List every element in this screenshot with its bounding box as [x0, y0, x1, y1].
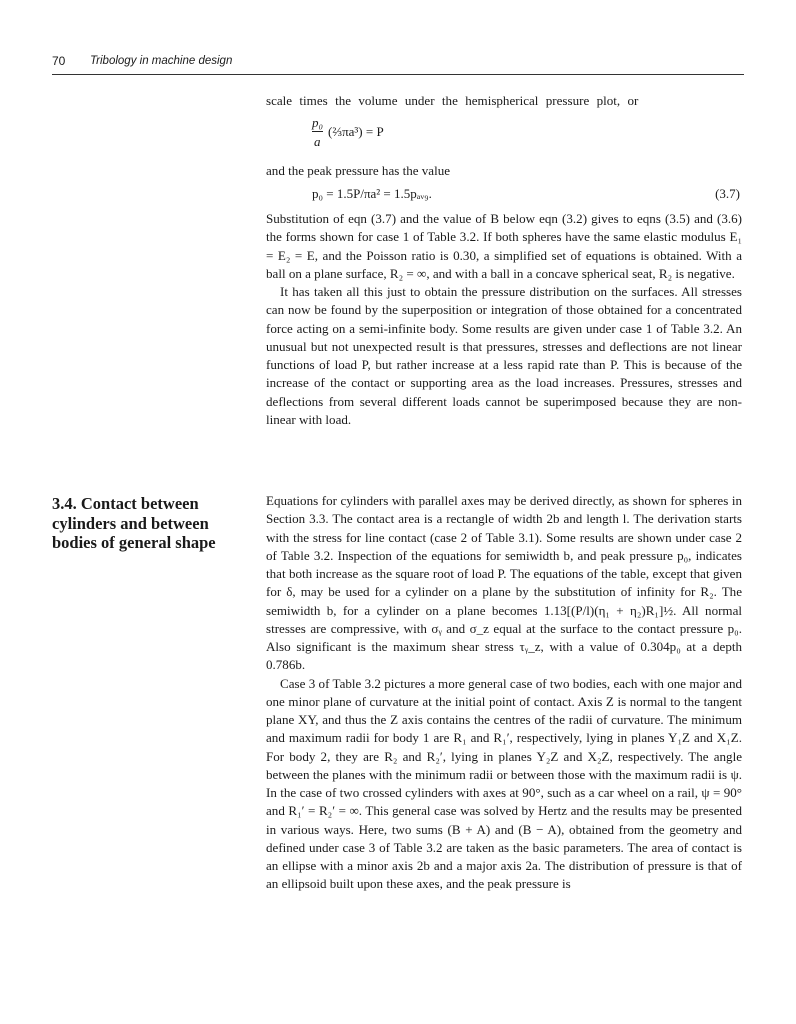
eq2-expression: p₀ = 1.5P/πa² = 1.5pₐᵥ₉.: [312, 186, 432, 201]
running-head: [52, 54, 744, 72]
paragraph-stresses: It has taken all this just to obtain the pressure distribution on the surfaces. All stresses can now be found by the superposition or integration of those obtained for a concentrated force acting on a semi-infinite body. Some results are given under case 1 of Table 3.2. An unusual but not unexpected result is that pressures, stresses and deflections are not linear functions of load P, but rather increase at a less rapid rate than P. This is because of the increase of the contact or supporting area as the load increases. Pressures, stresses and deflections from several different loads cannot be superimposed because they are non-linear with load.: [266, 284, 742, 427]
page-number: 70: [52, 54, 66, 68]
paragraph-cylinders: Equations for cylinders with parallel axes may be derived directly, as shown for spheres in Section 3.3. The contact area is a rectangle of width 2b and length l. The derivation starts with the stress for line contact (case 2 of Table 3.1). Some results are shown under case 2 of Table 3.2. Inspection of the equations for semiwidth b, and peak pressure p₀, indicates that both increase as the square root of load P. The equations of the table, except that given for δ, may be used for a cylinder on a plane by the substitution of infinity for R₂. The semiwidth b, for a cylinder on a plane becomes 1.13[(P/l)(η₁ + η₂)R₁]½. All normal stresses are compressive, with σᵧ and σ_z equal at the surface to the contact pressure p₀. Also significant is the maximum shear stress τᵧ_z, with a value of 0.304p₀ at a depth 0.786b.: [266, 493, 742, 673]
intro-line: scale times the volume under the hemispherical pressure plot, or: [266, 93, 639, 108]
book-title: Tribology in machine design: [90, 55, 233, 67]
eq1-fraction-bar: [312, 131, 323, 132]
body-text-sec-3-4: [266, 492, 742, 894]
header-rule: [52, 74, 744, 75]
eq1-denominator: a: [314, 134, 321, 149]
eq1-numerator: p₀: [312, 115, 324, 130]
paragraph-general-case: Case 3 of Table 3.2 pictures a more general case of two bodies, each with one major and one minor plane of curvature at the initial point of contact. Axis Z is normal to the tangent plane XY, and thus the Z axis contains the centres of the radii of curvature. The minimum and maximum radii for body 1 are R₁ and R₁′, respectively, lying in planes Y₁Z and X₁Z. For body 2, they are R₂ and R₂′, lying in planes Y₂Z and X₂Z, respectively. The angle between the planes with the minimum radii or between those with the maximum radii is ψ. In the case of two crossed cylinders with axes at 90°, such as a car wheel on a rail, ψ = 90° and R₁′ = R₂′ = ∞. This general case was solved by Hertz and the results may be presented in various ways. Here, two sums (B + A) and (B − A), obtained from the geometry and defined under case 3 of Table 3.2 are taken as the basic parameters. The area of contact is an ellipse with a minor axis 2b and a major axis 2a. The distribution of pressure is that of an ellipsoid built upon these axes, and the peak pressure is: [266, 675, 742, 892]
section-heading-line: cylinders and between: [52, 513, 209, 533]
section-heading-line: bodies of general shape: [52, 533, 216, 552]
section-heading-line: 3.4. Contact between: [52, 494, 199, 513]
peak-intro: and the peak pressure has the value: [266, 163, 451, 178]
paragraph-substitution: Substitution of eqn (3.7) and the value of B below eqn (3.2) gives to eqns (3.5) and (3.6) the forms shown for case 1 of Table 3.2. If both spheres have the same elastic modulus E₁ = E₂ = E, and the Poisson ratio is 0.30, a simplified set of equations is obtained. With a ball on a plane surface, R₂ = ∞, and with a ball in a concave spherical seat, R₂ is negative.: [266, 211, 742, 281]
eq1-rest: (⅔πa³) = P: [328, 124, 384, 139]
section-heading: [52, 494, 252, 553]
eq2-number: (3.7): [715, 186, 740, 201]
intro-block: [266, 92, 742, 110]
body-text-sec-3-3: [266, 210, 742, 429]
equation-volume: [312, 115, 452, 157]
peak-intro-block: [266, 162, 742, 180]
